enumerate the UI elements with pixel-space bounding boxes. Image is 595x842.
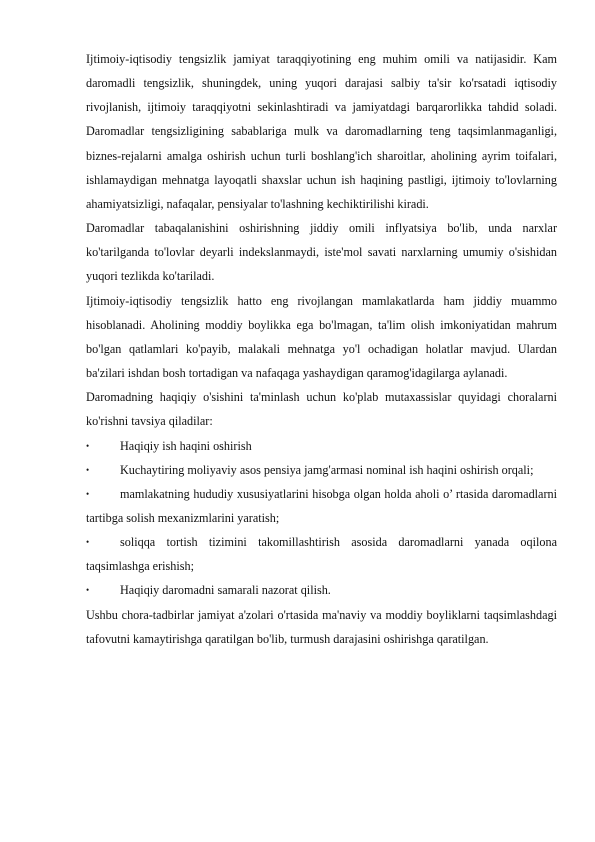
list-item-text: Haqiqiy daromadni samarali nazorat qilish. bbox=[120, 583, 331, 598]
list-item bbox=[86, 530, 557, 578]
bullet-icon: • bbox=[86, 537, 90, 548]
paragraph-conclusion: Ushbu chora-tadbirlar jamiyat a'zolari o'rtasida ma'naviy va moddiy boyliklarni taqsimlashdagi tafovutni kamaytirishga qaratilgan bo'lib, turmush darajasini oshirishga qaratilgan. bbox=[86, 607, 557, 646]
list-item-text: soliqqa tortish tizimini takomillashtirish asosida daromadlarni yanada oqilona taqsimlashga erishish; bbox=[86, 535, 557, 574]
document-page bbox=[86, 47, 557, 651]
paragraph-measures-intro: Daromadning haqiqiy o'sishini ta'minlash uchun ko'plab mutaxassislar quyidagi choralarni ko'rishni tavsiya qiladilar: bbox=[86, 390, 557, 429]
list-item bbox=[86, 482, 557, 530]
paragraph-developed-countries: Ijtimoiy-iqtisodiy tengsizlik hatto eng rivojlangan mamlakatlarda ham jiddiy muammo hisoblanadi. Aholining moddiy boylikka ega bo'lmagan, ta'lim olish imkoniyatidan mahrum bo'lgan qatlamlari ko'payib, malakali mehnatga yo'l ochadigan holatlar mavjud. Ulardan ba'zilari ishdan bosh tortadigan va nafaqaga yashaydigan qaramog'idagilarga aylanadi. bbox=[86, 293, 557, 381]
list-item-text: Haqiqiy ish haqini oshirish bbox=[120, 438, 252, 453]
bullet-icon: • bbox=[86, 440, 90, 451]
bullet-icon: • bbox=[86, 464, 90, 475]
list-item bbox=[86, 578, 557, 602]
list-item-text: Kuchaytiring moliyaviy asos pensiya jamg'armasi nominal ish haqini oshirish orqali; bbox=[120, 462, 534, 477]
bullet-icon: • bbox=[86, 488, 90, 499]
measures-list bbox=[86, 434, 557, 603]
paragraph-inequality-intro: Ijtimoiy-iqtisodiy tengsizlik jamiyat taraqqiyotining eng muhim omili va natijasidir. Kam daromadli tengsizlik, shuningdek, uning yuqori darajasi salbiy ta'sir ko'rsatadi iqtisodiy rivojlanish, ijtimoiy taraqqiyotni sekinlashtiradi va jamiyatdagi barqarorlikka tahdid soladi. Daromadlar tengsizligining sabablariga mulk va daromadlarning teng taqsimlanmaganligi, biznes-rejalarni amalga oshirish uchun turli boshlang'ich sharoitlar, aholining ayrim toifalari, ishlamaydigan mehnatga layoqatli shaxslar uchun ish haqining pastligi, ijtimoiy to'lovlarning ahamiyatsizligi, nafaqalar, pensiyalar to'lashning kechiktirilishi kiradi. bbox=[86, 52, 557, 211]
list-item bbox=[86, 434, 557, 458]
list-item bbox=[86, 458, 557, 482]
list-item-text: mamlakatning hududiy xususiyatlarini hisobga olgan holda aholi o’ rtasida daromadlarni tartibga solish mexanizmlarini yaratish; bbox=[86, 486, 557, 525]
bullet-icon: • bbox=[86, 585, 90, 596]
paragraph-inflation: Daromadlar tabaqalanishini oshirishning jiddiy omili inflyatsiya bo'lib, unda narxlar ko'tarilganda to'lovlar deyarli indekslanmaydi, iste'mol savati narxlarning umumiy o'sishidan yuqori tezlikda ko'tariladi. bbox=[86, 221, 557, 284]
